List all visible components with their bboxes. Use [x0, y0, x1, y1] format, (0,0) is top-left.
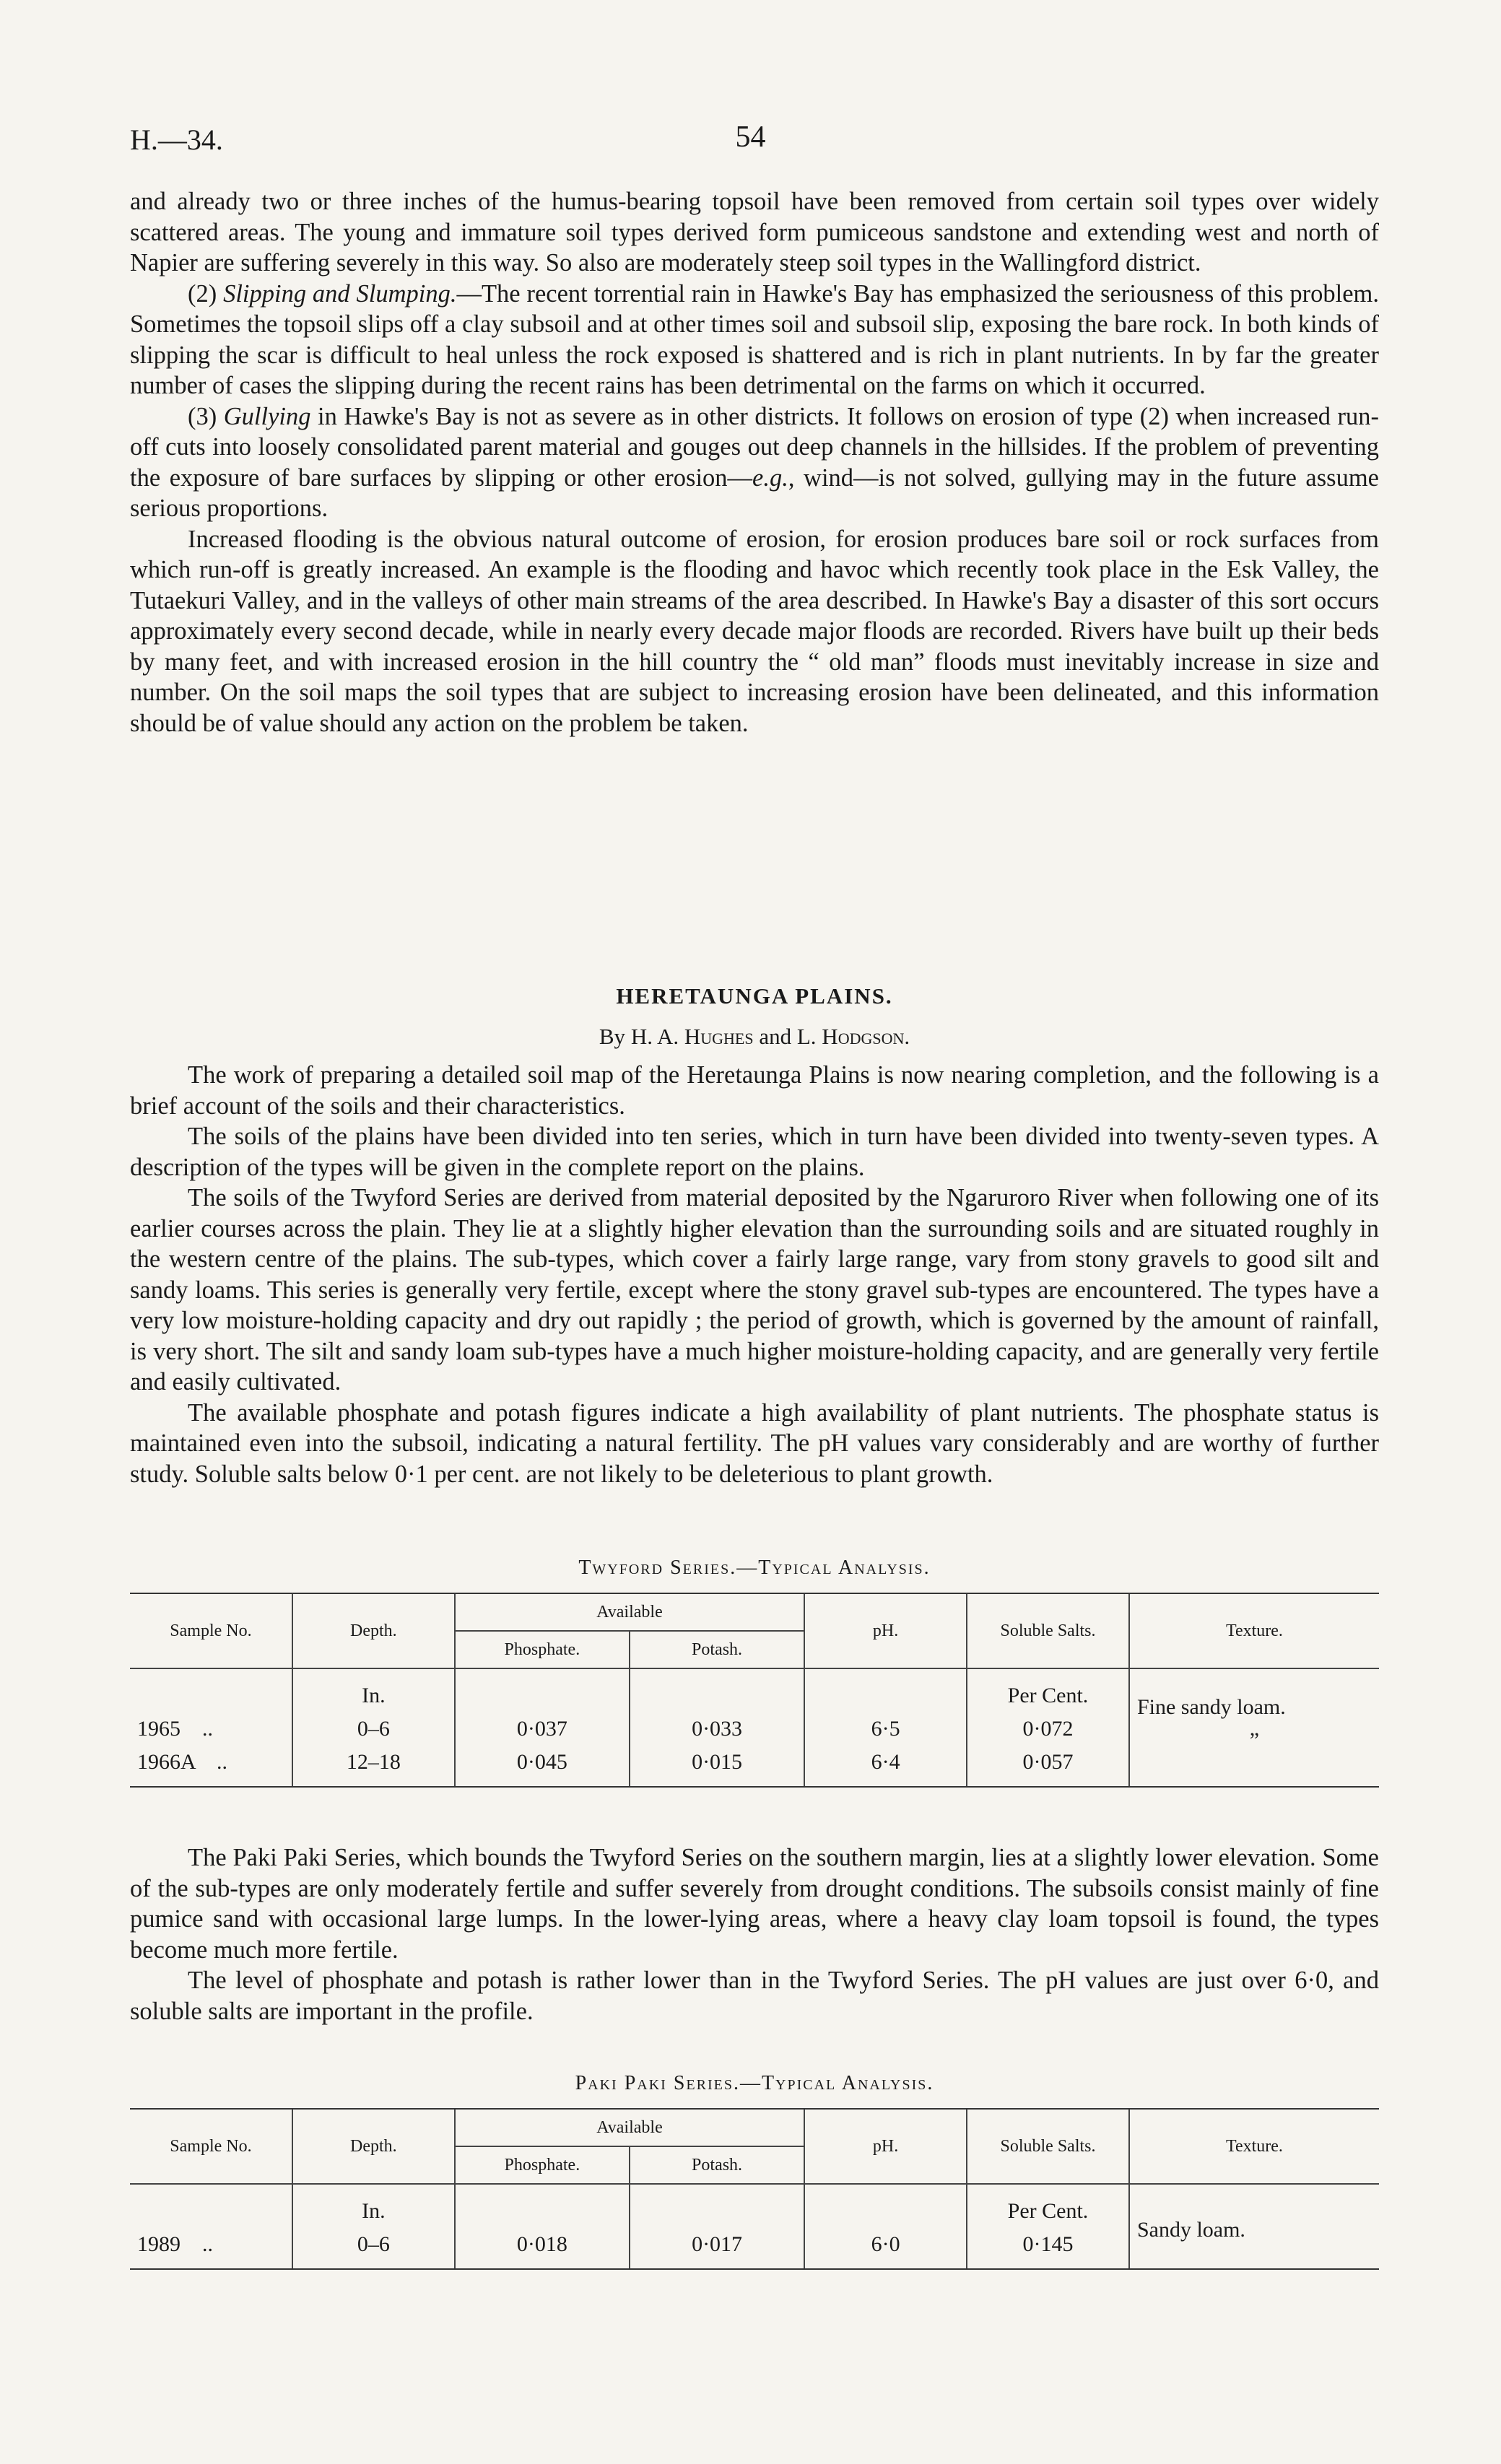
page-header	[130, 123, 1371, 166]
twyford-analysis	[130, 1557, 1379, 1788]
table-row: 1966A .. 12–18 0·045 0·015 6·4 0·057 ”	[130, 1746, 1379, 1787]
col-ph: pH.	[804, 1593, 967, 1668]
sample-cell: 1966A ..	[130, 1746, 292, 1787]
col-sample: Sample No.	[130, 2109, 292, 2184]
table-row: 1989 .. 0–6 0·018 0·017 6·0 0·145 Sandy loam.	[130, 2228, 1379, 2269]
col-soluble: Soluble Salts.	[967, 1593, 1129, 1668]
subheading: Gullying	[223, 402, 311, 430]
subheading: Slipping and Slumping.	[223, 279, 457, 308]
col-texture: Texture.	[1129, 1593, 1379, 1668]
col-sample: Sample No.	[130, 1593, 292, 1668]
section-title: HERETAUNGA PLAINS.	[616, 983, 893, 1009]
paragraph: (3) Gullying in Hawke's Bay is not as severe as in other districts. It follows on erosion of type (2) when increased run-off cuts into loosely consolidated parent material and gouges out deep channels in the hillsides. If the problem of preventing the exposure of bare surfaces by slipping or other erosion—e.g., wind—is not solved, gullying may in the future assume serious proportions.	[130, 402, 1380, 522]
col-depth: Depth.	[292, 1593, 455, 1668]
table-caption: Twyford Series.—Typical Analysis.	[578, 1557, 931, 1579]
page-number: 54	[735, 121, 766, 154]
col-potash: Potash.	[630, 2146, 804, 2184]
col-available: Available	[455, 2109, 804, 2146]
running-head: H.—34.	[130, 123, 223, 156]
section-heading	[130, 983, 1379, 1050]
col-available: Available	[455, 1593, 804, 1631]
paragraph: and already two or three inches of the humus-bearing topsoil have been removed from certain soil types over widely scattered areas. The young and immature soil types derived form pumiceous sandstone and extending west and north of Napier are suffering severely in this way. So also are moderately steep soil types in the Wallingford district.	[130, 188, 1379, 277]
col-texture: Texture.	[1129, 2109, 1379, 2184]
paragraph: Increased flooding is the obvious natural outcome of erosion, for erosion produces bare soil or rock surfaces from which run-off is greatly increased. An example is the flooding and havoc which recently took place in the Esk Valley, the Tutaekuri Valley, and in the valleys of other main streams of the area described. In Hawke's Bay a disaster of this sort occurs approximately every second decade, while in nearly every decade major floods are recorded. Rivers have built up their beds by many feet, and with increased erosion in the hill country the “ old man” floods must inevitably increase in size and number. On the soil maps the soil types that are subject to increasing erosion have been delineated, and this information should be of value should any action on the problem be taken.	[130, 525, 1379, 737]
byline: By H. A. Hughes and L. Hodgson.	[599, 1024, 910, 1049]
plains-text	[130, 1060, 1379, 1489]
table-row: 1965 .. 0–6 0·037 0·033 6·5 0·072 Fine sandy loam.	[130, 1712, 1379, 1746]
depth-unit: In.	[292, 2184, 455, 2228]
salts-unit: Per Cent.	[967, 1668, 1129, 1712]
sample-cell: 1989 ..	[130, 2228, 292, 2269]
col-soluble: Soluble Salts.	[967, 2109, 1129, 2184]
paragraph: The level of phosphate and potash is rather lower than in the Twyford Series. The pH values are just over 6·0, and soluble salts are important in the profile.	[130, 1967, 1379, 2025]
twyford-table	[130, 1593, 1379, 1788]
col-phosphate: Phosphate.	[455, 2146, 630, 2184]
paragraph: The Paki Paki Series, which bounds the Twyford Series on the southern margin, lies at a slightly lower elevation. Some of the sub-types are only moderately fertile and suffer severely from drought conditions. The subsoils consist mainly of fine pumice sand with occasional large lumps. In the lower-lying areas, where a heavy clay loam topsoil is found, the types become much more fertile.	[130, 1844, 1379, 1964]
depth-unit: In.	[292, 1668, 455, 1712]
col-phosphate: Phosphate.	[455, 1631, 630, 1668]
paragraph: (2) Slipping and Slumping.—The recent torrential rain in Hawke's Bay has emphasized the seriousness of this problem. Sometimes the topsoil slips off a clay subsoil and at other times soil and subsoil slip, exposing the bare rock. In both kinds of slipping the scar is difficult to heal unless the rock exposed is shattered and is rich in plant nutrients. In by far the greater number of cases the slipping during the recent rains has been detrimental on the farms on which it occurred.	[130, 279, 1379, 399]
erosion-text	[130, 186, 1379, 739]
paki-text	[130, 1842, 1379, 2027]
paragraph: The soils of the Twyford Series are derived from material deposited by the Ngaruroro River when following one of its earlier courses across the plain. They lie at a slightly higher elevation than the surrounding soils and are situated roughly in the western centre of the plains. The sub-types, which cover a fairly large range, vary from stony gravels to good silt and sandy loams. This series is generally very fertile, except where the stony gravel sub-types are encountered. The types have a very low moisture-holding capacity and dry out rapidly ; the period of growth, which is governed by the amount of rainfall, is very short. The silt and sandy loam sub-types have a much higher moisture-holding capacity, and are generally very fertile and easily cultivated.	[130, 1184, 1379, 1396]
sample-cell: 1965 ..	[137, 1717, 213, 1741]
paki-analysis	[130, 2072, 1379, 2270]
paki-table	[130, 2108, 1379, 2270]
paragraph: The soils of the plains have been divided into ten series, which in turn have been divided into twenty-seven types. A description of the types will be given in the complete report on the plains.	[130, 1123, 1379, 1181]
table-caption: Paki Paki Series.—Typical Analysis.	[575, 2072, 934, 2094]
col-ph: pH.	[804, 2109, 967, 2184]
paragraph: The available phosphate and potash figures indicate a high availability of plant nutrients. The phosphate status is maintained even into the subsoil, indicating a natural fertility. The pH values vary considerably and are worthy of further study. Soluble salts below 0·1 per cent. are not likely to be deleterious to plant growth.	[130, 1398, 1379, 1488]
col-depth: Depth.	[292, 2109, 455, 2184]
salts-unit: Per Cent.	[967, 2184, 1129, 2228]
col-potash: Potash.	[630, 1631, 804, 1668]
paragraph: The work of preparing a detailed soil map of the Heretaunga Plains is now nearing completion, and the following is a brief account of the soils and their characteristics.	[130, 1061, 1379, 1120]
